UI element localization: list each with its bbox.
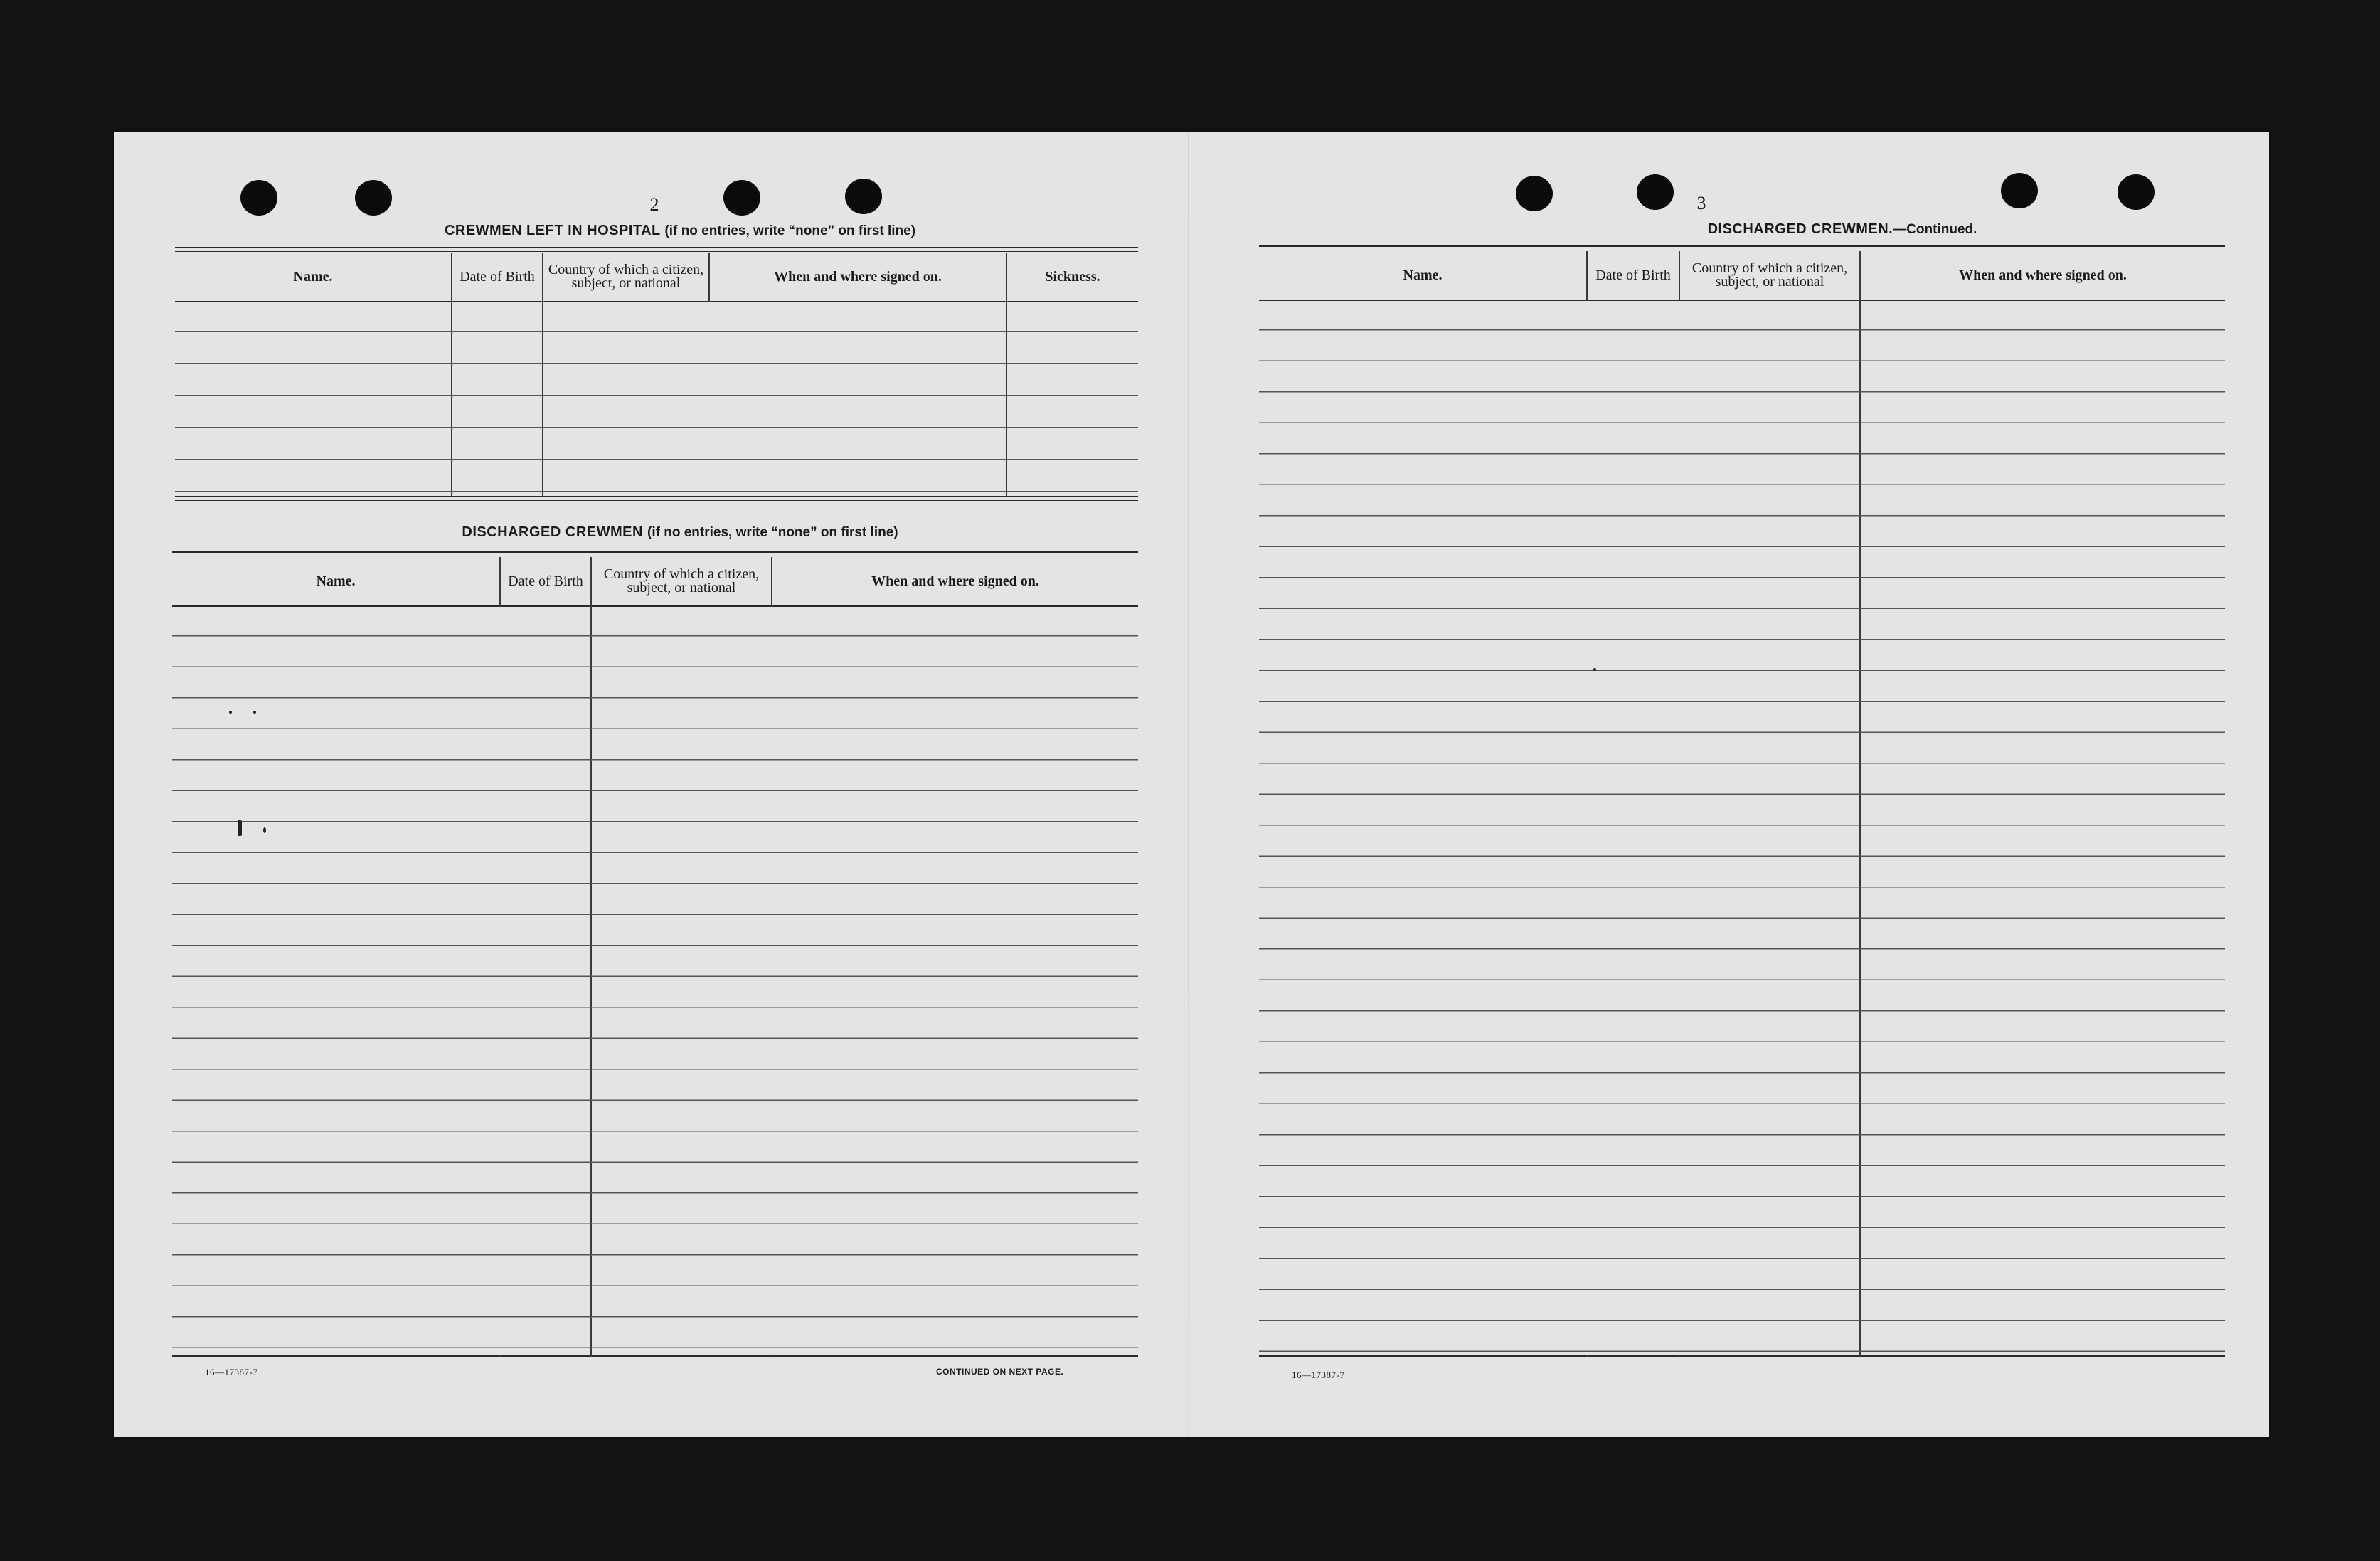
- discharged-table: [172, 551, 1138, 1361]
- discharged-continued-table: [1259, 245, 2225, 1361]
- discharged-title-note: (if no entries, write “none” on first line): [647, 525, 898, 540]
- table-top-rule: [172, 551, 1138, 556]
- table-bottom-rule: [175, 496, 1138, 501]
- header-country: Country of which a citizen, subject, or national: [548, 262, 704, 291]
- page-number: 2: [649, 194, 659, 215]
- header-sickness: Sickness.: [1045, 268, 1100, 285]
- form-code: 16—17387-7: [1292, 1370, 1345, 1380]
- ink-speck: [1593, 668, 1596, 671]
- header-date-of-birth: Date of Birth: [1595, 267, 1671, 283]
- ink-speck: [253, 711, 256, 714]
- header-country: Country of which a citizen, subject, or national: [1691, 260, 1848, 290]
- left-page: [114, 132, 1188, 1437]
- hospital-section-title: [178, 223, 1182, 239]
- discharged-continued-title: [1487, 221, 2198, 238]
- header-when-where: When and where signed on.: [871, 573, 1039, 589]
- header-when-where: When and where signed on.: [1959, 267, 2127, 283]
- document-sheet: [114, 132, 2269, 1437]
- hospital-title-note: (if no entries, write “none” on first line): [664, 223, 916, 238]
- dotted-entry-lines: [1259, 301, 2225, 1355]
- dotted-entry-lines: [175, 302, 1138, 496]
- header-name: Name.: [293, 268, 333, 285]
- header-date-of-birth: Date of Birth: [508, 573, 583, 589]
- ink-speck: [263, 827, 266, 833]
- punch-hole: [723, 180, 760, 216]
- ink-speck: [229, 711, 232, 714]
- table-top-rule: [175, 247, 1138, 252]
- header-date-of-birth: Date of Birth: [459, 268, 535, 285]
- right-page: [1188, 132, 2269, 1437]
- punch-hole: [240, 180, 277, 216]
- header-when-where: When and where signed on.: [774, 268, 942, 285]
- punch-hole: [845, 179, 882, 214]
- dotted-entry-lines: [172, 607, 1138, 1355]
- page-number: 3: [1696, 193, 1706, 213]
- table-bottom-rule: [1259, 1355, 2225, 1360]
- form-code: 16—17387-7: [205, 1367, 258, 1377]
- table-top-rule: [1259, 245, 2225, 250]
- header-country: Country of which a citizen, subject, or national: [603, 566, 760, 596]
- punch-hole: [1516, 176, 1553, 211]
- ink-speck: [238, 820, 242, 836]
- hospital-title-text: CREWMEN LEFT IN HOSPITAL: [444, 223, 661, 238]
- punch-hole: [2118, 174, 2155, 210]
- punch-hole: [1637, 174, 1674, 210]
- discharged-section-title: [178, 524, 1182, 541]
- table-bottom-rule: [172, 1355, 1138, 1360]
- continued-note: CONTINUED ON NEXT PAGE.: [936, 1367, 1064, 1377]
- continued-title-note: —Continued.: [1893, 222, 1977, 237]
- hospital-table: [175, 247, 1138, 502]
- punch-hole: [2001, 173, 2038, 208]
- continued-title-text: DISCHARGED CREWMEN.: [1707, 221, 1893, 237]
- header-name: Name.: [1403, 267, 1443, 283]
- punch-hole: [355, 180, 392, 216]
- header-name: Name.: [316, 573, 356, 589]
- discharged-title-text: DISCHARGED CREWMEN: [462, 524, 643, 540]
